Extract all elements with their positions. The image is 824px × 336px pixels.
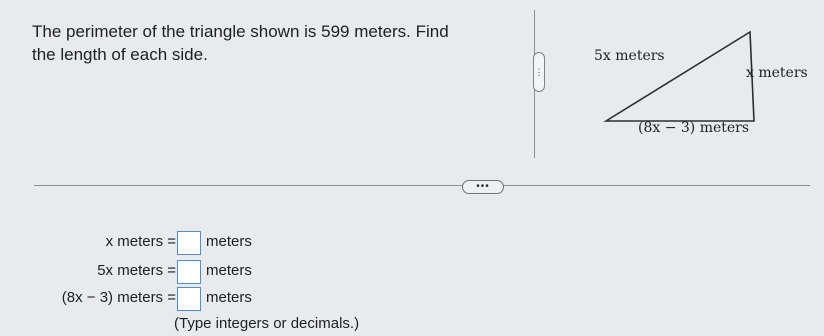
- answer-unit: meters: [206, 233, 252, 250]
- question-line-1: The perimeter of the triangle shown is 599 meters. Find: [32, 22, 449, 41]
- answer-row-5x: [24, 259, 264, 283]
- side-label-bottom: (8x − 3) meters: [638, 120, 750, 136]
- answer-label: x meters =: [105, 233, 176, 250]
- x-meters-input[interactable]: [177, 231, 201, 255]
- answer-unit: meters: [206, 289, 252, 306]
- answer-label: 5x meters =: [97, 262, 176, 279]
- input-hint: (Type integers or decimals.): [174, 315, 360, 332]
- answer-row-x: [24, 230, 264, 254]
- side-label-top: 5x meters: [594, 48, 665, 64]
- question-text: [32, 20, 502, 66]
- answer-unit: meters: [206, 262, 252, 279]
- triangle-figure: [588, 28, 818, 148]
- answer-row-8x-minus-3: [24, 286, 264, 310]
- 5x-meters-input[interactable]: [177, 260, 201, 284]
- answer-label: (8x − 3) meters =: [61, 289, 176, 306]
- side-label-right: x meters: [746, 65, 808, 81]
- horizontal-divider: [34, 185, 810, 186]
- question-line-2: the length of each side.: [32, 45, 208, 64]
- panel-resize-handle[interactable]: ⋮: [533, 52, 545, 92]
- 8x-minus-3-meters-input[interactable]: [177, 287, 201, 311]
- expand-button[interactable]: •••: [462, 180, 504, 194]
